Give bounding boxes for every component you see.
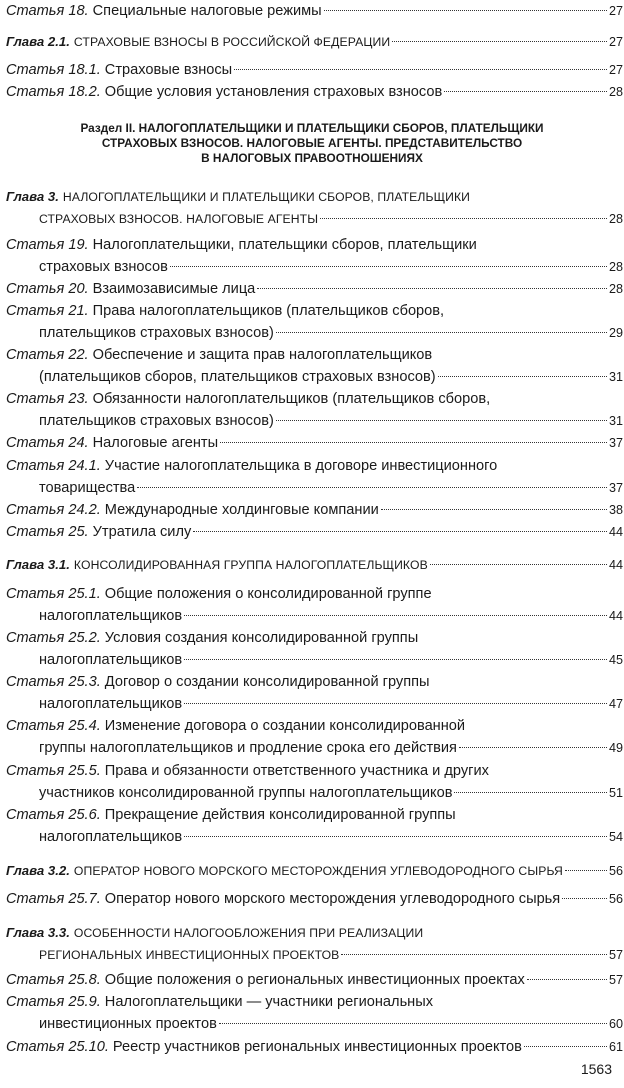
entry-title: Права и обязанности ответственного участника и других [104,763,489,779]
entry-title: СТРАХОВЫЕ ВЗНОСЫ В РОССИЙСКОЙ ФЕДЕРАЦИИ [73,35,391,49]
dot-leader [527,979,607,980]
entry-title-cont: группы налогоплательщиков и продление срока его действия [39,740,457,756]
entry-number: Статья 25.1. [6,586,101,602]
entry-number: Статья 18.2. [6,84,101,100]
toc-entry-article-19 [6,234,623,278]
toc-entry-chapter-3-3 [6,922,623,966]
toc-entry-article-24-1 [6,455,623,499]
dot-leader [137,487,607,488]
entry-page: 28 [608,85,623,99]
entry-title-cont: СТРАХОВЫХ ВЗНОСОВ. НАЛОГОВЫЕ АГЕНТЫ [39,212,319,226]
dot-leader [170,266,607,267]
dot-leader [341,954,607,955]
toc-entry-article-25-10 [6,1036,623,1058]
entry-title: Утратила силу [92,524,192,540]
dot-leader [524,1046,607,1047]
toc-entry-article-25-9 [6,991,623,1035]
entry-title: Международные холдинговые компании [104,502,379,518]
dot-leader [444,91,607,92]
entry-title: Прекращение действия консолидированной группы [104,807,456,823]
entry-title: Реестр участников региональных инвестиционных проектов [112,1039,522,1055]
page-number: 1563 [580,1061,612,1077]
toc-entry-chapter-3 [6,186,623,230]
toc-entry-article-25-3 [6,671,623,715]
toc-entry-article-24 [6,432,623,454]
entry-title: КОНСОЛИДИРОВАННАЯ ГРУППА НАЛОГОПЛАТЕЛЬЩИКОВ [73,558,428,572]
toc-entry-chapter-3-1 [6,554,623,576]
entry-title: Налоговые агенты [92,435,219,451]
entry-number: Статья 25.10. [6,1039,109,1055]
dot-leader [184,703,607,704]
entry-title: Налогоплательщики — участники региональных [104,994,434,1010]
entry-number: Статья 25.9. [6,994,101,1010]
dot-leader [193,531,607,532]
section-line: Раздел II. НАЛОГОПЛАТЕЛЬЩИКИ И ПЛАТЕЛЬЩИКИ СБОРОВ, ПЛАТЕЛЬЩИКИ [80,121,544,135]
toc-entry-article-25-1 [6,583,623,627]
entry-page: 29 [608,326,623,340]
entry-page: 54 [608,830,623,844]
entry-title: Обеспечение и защита прав налогоплательщиков [92,347,433,363]
dot-leader [459,747,607,748]
toc-entry-chapter-3-2 [6,860,623,882]
dot-leader [234,69,607,70]
entry-title: Налогоплательщики, плательщики сборов, плательщики [92,237,477,253]
entry-number: Статья 21. [6,303,89,319]
entry-page: 28 [608,282,623,296]
dot-leader [438,376,607,377]
entry-page: 56 [608,864,623,878]
entry-number: Статья 25.3. [6,674,101,690]
dot-leader [430,564,607,565]
entry-title-cont: РЕГИОНАЛЬНЫХ ИНВЕСТИЦИОННЫХ ПРОЕКТОВ [39,948,340,962]
entry-title: ОПЕРАТОР НОВОГО МОРСКОГО МЕСТОРОЖДЕНИЯ УГЛЕВОДОРОДНОГО СЫРЬЯ [73,864,563,878]
entry-page: 44 [608,558,623,572]
entry-number: Статья 25.4. [6,718,101,734]
toc-entry-article-25-8 [6,969,623,991]
entry-number: Глава 2.1. [6,34,70,49]
entry-page: 37 [608,436,623,450]
entry-title-cont: плательщиков страховых взносов) [39,413,274,429]
entry-title: Общие условия установления страховых взносов [104,84,443,100]
entry-title-cont: инвестиционных проектов [39,1016,217,1032]
toc-entry-article-25 [6,521,623,543]
entry-title-cont: товарищества [39,480,136,496]
dot-leader [562,898,607,899]
toc-entry-article-18 [6,0,623,22]
entry-title-cont: плательщиков страховых взносов) [39,325,274,341]
entry-number: Статья 18.1. [6,62,101,78]
entry-number: Глава 3.2. [6,863,70,878]
dot-leader [381,509,607,510]
entry-title: Изменение договора о создании консолидированной [104,718,466,734]
dot-leader [184,836,607,837]
entry-page: 61 [608,1040,623,1054]
entry-page: 47 [608,697,623,711]
entry-title: Взаимозависимые лица [92,281,256,297]
entry-title-cont: участников консолидированной группы налогоплательщиков [39,785,453,801]
toc-entry-article-20 [6,278,623,300]
entry-title: Оператор нового морского месторождения углеводородного сырья [104,891,561,907]
toc-entry-article-25-6 [6,804,623,848]
dot-leader [257,288,607,289]
entry-page: 51 [608,786,623,800]
dot-leader [324,10,607,11]
dot-leader [320,218,607,219]
entry-page: 27 [608,63,623,77]
section-line: СТРАХОВЫХ ВЗНОСОВ. НАЛОГОВЫЕ АГЕНТЫ. ПРЕДСТАВИТЕЛЬСТВО [101,136,523,150]
entry-page: 28 [608,260,623,274]
entry-number: Статья 25.8. [6,972,101,988]
entry-page: 27 [608,35,623,49]
entry-page: 56 [608,892,623,906]
entry-page: 45 [608,653,623,667]
entry-page: 57 [608,948,623,962]
entry-title: Обязанности налогоплательщиков (плательщиков сборов, [92,391,491,407]
section-line: В НАЛОГОВЫХ ПРАВООТНОШЕНИЯХ [201,151,423,165]
entry-page: 28 [608,212,623,226]
entry-title-cont: налогоплательщиков [39,652,183,668]
dot-leader [276,420,607,421]
toc-entry-article-25-7 [6,888,623,910]
entry-title-cont: налогоплательщиков [39,696,183,712]
entry-title: Общие положения о консолидированной группе [104,586,432,602]
entry-number: Статья 25.6. [6,807,101,823]
dot-leader [565,870,607,871]
entry-page: 31 [608,414,623,428]
entry-page: 60 [608,1017,623,1031]
toc-entry-article-25-4 [6,715,623,759]
dot-leader [392,41,607,42]
entry-title: ОСОБЕННОСТИ НАЛОГООБЛОЖЕНИЯ ПРИ РЕАЛИЗАЦИИ [73,926,424,940]
toc-entry-article-22 [6,344,623,388]
entry-page: 38 [608,503,623,517]
toc-entry-article-18-2 [6,81,623,103]
entry-title: Общие положения о региональных инвестиционных проектах [104,972,525,988]
entry-number: Статья 20. [6,281,89,297]
toc-entry-article-25-2 [6,627,623,671]
entry-page: 44 [608,609,623,623]
entry-number: Статья 23. [6,391,89,407]
toc-entry-chapter-2-1 [6,31,623,53]
entry-page: 49 [608,741,623,755]
entry-number: Статья 22. [6,347,89,363]
entry-number: Статья 24.1. [6,458,101,474]
entry-number: Статья 24.2. [6,502,101,518]
dot-leader [184,659,607,660]
toc-entry-article-23 [6,388,623,432]
toc-entry-article-18-1 [6,59,623,81]
entry-number: Статья 25.2. [6,630,101,646]
entry-page: 27 [608,4,623,18]
toc-entry-article-24-2 [6,499,623,521]
entry-page: 57 [608,973,623,987]
toc-entry-article-21 [6,300,623,344]
entry-number: Статья 25.7. [6,891,101,907]
entry-title: Страховые взносы [104,62,233,78]
dot-leader [454,792,607,793]
entry-number: Статья 19. [6,237,89,253]
entry-number: Глава 3.3. [6,925,70,940]
entry-number: Статья 24. [6,435,89,451]
entry-title-cont: (плательщиков сборов, плательщиков страховых взносов) [39,369,436,385]
dot-leader [184,615,607,616]
entry-number: Статья 25.5. [6,763,101,779]
entry-title: Договор о создании консолидированной группы [104,674,430,690]
entry-title-cont: страховых взносов [39,259,168,275]
entry-title-cont: налогоплательщиков [39,608,183,624]
entry-number: Статья 18. [6,3,89,19]
entry-title: Специальные налоговые режимы [92,3,322,19]
entry-title: Условия создания консолидированной группы [104,630,419,646]
section-heading [0,121,624,166]
entry-page: 31 [608,370,623,384]
dot-leader [220,442,607,443]
entry-number: Глава 3.1. [6,557,70,572]
entry-page: 37 [608,481,623,495]
toc-entry-article-25-5 [6,760,623,804]
entry-title: Права налогоплательщиков (плательщиков сборов, [92,303,445,319]
entry-number: Глава 3. [6,189,59,204]
entry-title: Участие налогоплательщика в договоре инвестиционного [104,458,498,474]
dot-leader [276,332,607,333]
entry-title-cont: налогоплательщиков [39,829,183,845]
entry-title: НАЛОГОПЛАТЕЛЬЩИКИ И ПЛАТЕЛЬЩИКИ СБОРОВ, ПЛАТЕЛЬЩИКИ [62,190,471,204]
entry-number: Статья 25. [6,524,89,540]
dot-leader [219,1023,607,1024]
entry-page: 44 [608,525,623,539]
